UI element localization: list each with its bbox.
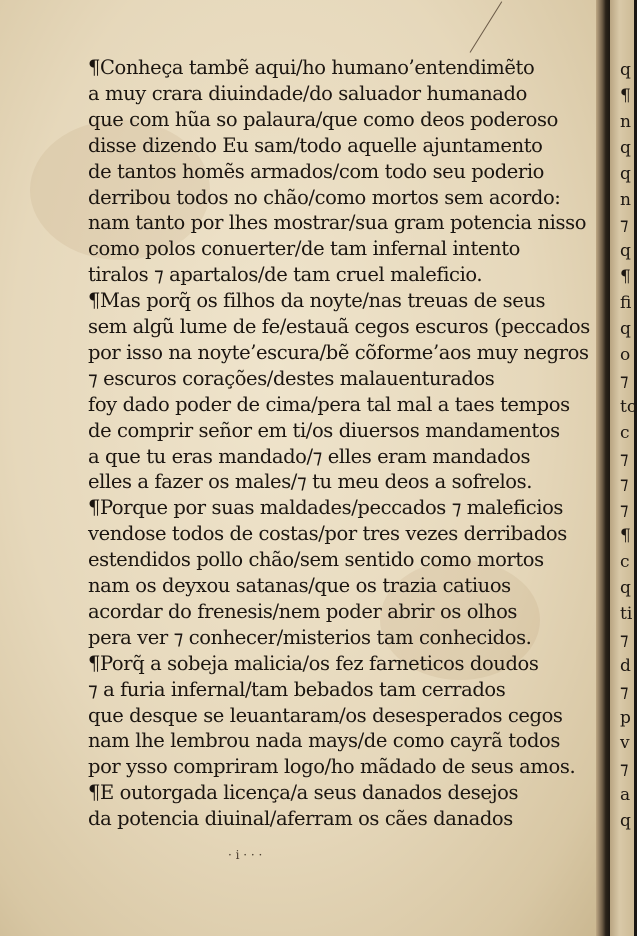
facing-page-fragment: ¶ xyxy=(620,267,631,288)
facing-page-fragment: q xyxy=(620,241,631,262)
text-line: foy dado poder de cima/pera tal mal a taes tempos xyxy=(88,392,570,416)
text-line: nam tanto por lhes mostrar/sua gram potencia nisso xyxy=(88,211,587,235)
text-line: que desque se leuantaram/os desesperados cegos xyxy=(88,703,563,727)
text-line: como polos conuerter/de tam infernal intento xyxy=(88,237,520,261)
footer-mark: · i · · · xyxy=(228,848,263,862)
text-line: a muy crara diuindade/do saluador humanado xyxy=(88,81,527,105)
facing-page-fragment: p xyxy=(620,707,631,728)
facing-page-fragment: a xyxy=(620,785,631,806)
text-line: acordar do frenesis/nem poder abrir os olhos xyxy=(88,599,518,623)
facing-page-fragment: fi xyxy=(620,293,632,314)
facing-page-fragment: to xyxy=(620,396,637,417)
text-line: tiralos ⁊ apartalos/de tam cruel maleficio. xyxy=(88,263,483,287)
facing-page-fragment: ⁊ xyxy=(620,759,629,780)
facing-page-fragment: ¶ xyxy=(620,526,631,547)
facing-page-fragment: n xyxy=(620,111,631,132)
facing-page-fragment: q xyxy=(620,319,631,339)
text-line: da potencia diuinal/aferram os cães danados xyxy=(88,807,513,831)
text-line: ⁊ a furia infernal/tam bebados tam cerrados xyxy=(88,677,506,701)
text-line: nam os deyxou satanas/que os trazia catiuos xyxy=(88,574,511,597)
text-line: disse dizendo Eu sam/todo aquelle ajuntamento xyxy=(88,133,543,157)
facing-page-fragment: q xyxy=(620,811,631,832)
facing-page-edge xyxy=(610,0,637,936)
text-line: ⁊ escuros corações/destes malauenturados xyxy=(88,366,495,390)
facing-page-fragment: q xyxy=(620,60,631,80)
text-line: ¶Mas porq̃ os filhos da noyte/nas treuas de seus xyxy=(88,289,546,313)
text-line: ¶Porque por suas maldades/peccados ⁊ maleficios xyxy=(88,496,564,520)
facing-page-fragment: ti xyxy=(620,603,633,624)
text-line: sem algũ lume de fe/estauã cegos escuros (peccados xyxy=(88,315,590,338)
text-line: por isso na noyte’escura/bẽ cõforme’aos muy negros xyxy=(88,340,589,364)
facing-page-fragment: q xyxy=(620,578,631,598)
text-line: vendose todos de costas/por tres vezes derribados xyxy=(88,522,567,546)
text-line: de tantos homẽs armados/com todo seu poderio xyxy=(88,159,545,183)
facing-page-fragment: ⁊ xyxy=(620,215,629,236)
facing-page-fragment: ⁊ xyxy=(620,681,629,702)
facing-page-fragment: ⁊ xyxy=(620,448,629,469)
text-line: de comprir señor em ti/os diuersos mandamentos xyxy=(88,418,560,442)
facing-page-fragment: c xyxy=(620,422,630,443)
facing-page-fragment: c xyxy=(620,552,630,573)
facing-page-fragment: ⁊ xyxy=(620,500,629,521)
facing-page-fragment: q xyxy=(620,137,631,158)
text-line: a que tu eras mandado/⁊ elles eram mandados xyxy=(88,444,531,468)
facing-page-fragment: v xyxy=(620,733,630,754)
facing-page-fragment: o xyxy=(620,344,631,365)
facing-page-fragment: ¶ xyxy=(620,85,631,106)
facing-page-fragment: q xyxy=(620,163,631,184)
facing-page-fragment: ⁊ xyxy=(620,370,629,391)
text-line: pera ver ⁊ conhecer/misterios tam conhecidos. xyxy=(88,625,532,649)
text-line: elles a fazer os males/⁊ tu meu deos a sofrelos. xyxy=(88,470,533,494)
text-line: que com hũa so palaura/que como deos poderoso xyxy=(88,107,558,131)
facing-page-fragment: ⁊ xyxy=(620,474,629,495)
facing-page-fragment: n xyxy=(620,189,631,210)
facing-page-fragment: d xyxy=(620,655,631,676)
text-line: ¶Porq̃ a sobeja malicia/os fez farneticos doudos xyxy=(88,651,539,675)
facing-page-fragment: ⁊ xyxy=(620,629,629,650)
text-line: ¶Conheça tambẽ aqui/ho humano’entendimẽto xyxy=(88,56,535,79)
text-line: nam lhe lembrou nada mays/de como cayrã todos xyxy=(88,729,561,753)
book-gutter xyxy=(596,0,610,936)
text-line: por ysso compriram logo/ho mãdado de seus amos. xyxy=(88,755,576,779)
text-line: estendidos pollo chão/sem sentido como mortos xyxy=(88,548,544,572)
text-line: derribou todos no chão/como mortos sem acordo: xyxy=(88,185,561,209)
text-line: ¶E outorgada licença/a seus danados desejos xyxy=(88,781,519,805)
